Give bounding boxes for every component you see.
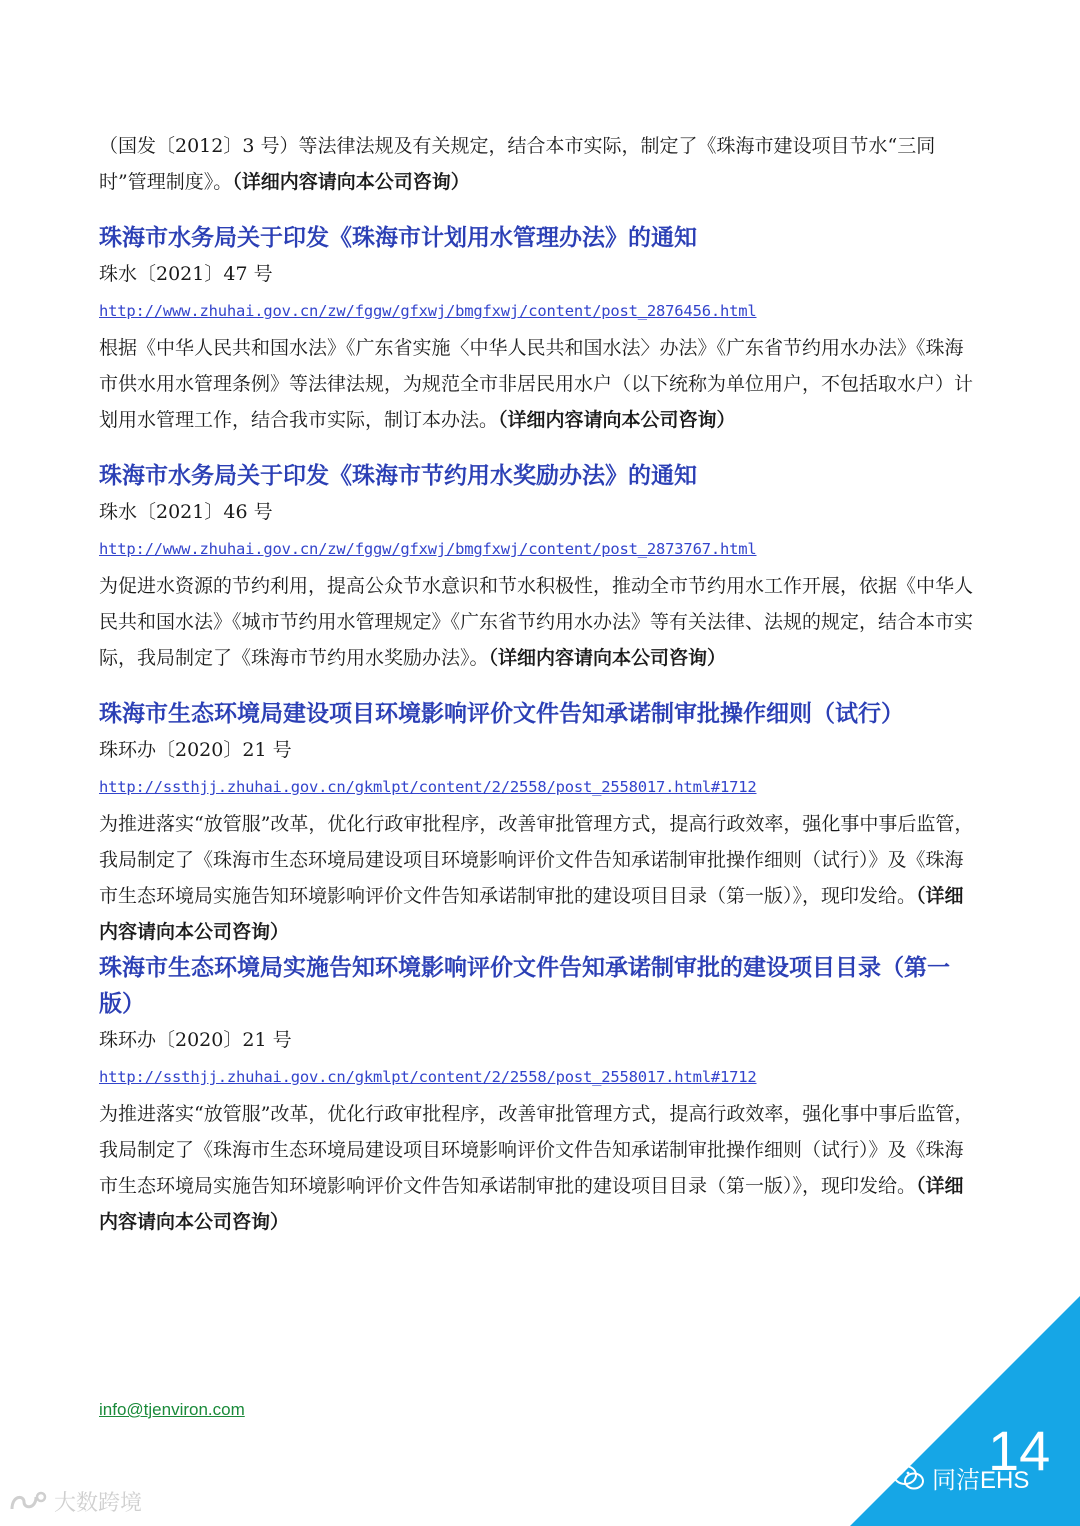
consult-note: （详细内容请向本公司咨询） <box>99 1175 964 1233</box>
page-number: 14 <box>988 1419 1051 1482</box>
page-content <box>99 128 979 1260</box>
source-link[interactable]: http://www.zhuhai.gov.cn/zw/fggw/gfxwj/bmgfxwj/content/post_2873767.html <box>99 540 757 558</box>
section-title: 珠海市生态环境局建设项目环境影响评价文件告知承诺制审批操作细则（试行） <box>99 701 904 727</box>
section-title: 珠海市水务局关于印发《珠海市计划用水管理办法》的通知 <box>99 225 697 251</box>
document-number: 珠环办〔2020〕21 号 <box>99 739 292 761</box>
document-number: 珠水〔2021〕47 号 <box>99 263 273 285</box>
consult-note: （详细内容请向本公司咨询） <box>488 647 727 669</box>
section-1 <box>99 220 979 438</box>
body-text: 为推进落实“放管服”改革，优化行政审批程序，改善审批管理方式，提高行政效率，强化事中事后监管，我局制定了《珠海市生态环境局建设项目环境影响评价文件告知承诺制审批操作细则（试行）》及《珠海市生态环境局实施告知环境影响评价文件告知承诺制审批的建设项目目录（第一版）》，现印发给。 <box>99 813 974 907</box>
consult-note: （详细内容请向本公司咨询） <box>99 885 964 943</box>
intro-paragraph <box>99 128 979 200</box>
watermark-left-text: 大数跨境 <box>54 1490 143 1515</box>
section-2 <box>99 458 979 676</box>
body-text: 为推进落实“放管服”改革，优化行政审批程序，改善审批管理方式，提高行政效率，强化事中事后监管，我局制定了《珠海市生态环境局建设项目环境影响评价文件告知承诺制审批操作细则（试行）》及《珠海市生态环境局实施告知环境影响评价文件告知承诺制审批的建设项目目录（第一版）》，现印发给。 <box>99 1103 974 1197</box>
document-number: 珠环办〔2020〕21 号 <box>99 1029 292 1051</box>
watermark-right <box>892 1460 1029 1495</box>
section-body <box>99 568 979 676</box>
section-title: 珠海市生态环境局实施告知环境影响评价文件告知承诺制审批的建设项目目录（第一版） <box>99 955 950 1017</box>
intro-consult-note: （详细内容请向本公司咨询） <box>232 171 470 193</box>
watermark-left <box>8 1486 142 1517</box>
watermark-right-text: 同洁EHS <box>932 1467 1030 1494</box>
wechat-icon <box>892 1464 926 1492</box>
source-link[interactable]: http://ssthjj.zhuhai.gov.cn/gkmlpt/content/2/2558/post_2558017.html#1712 <box>99 1068 757 1086</box>
section-body <box>99 330 979 438</box>
section-body <box>99 1096 979 1240</box>
section-body <box>99 806 979 950</box>
brand-logo-icon <box>8 1489 48 1515</box>
body-text: 为促进水资源的节约利用，提高公众节水意识和节水积极性，推动全市节约用水工作开展，依据《中华人民共和国水法》《城市节约用水管理规定》《广东省节约用水办法》等有关法律、法规的规定，结合本市实际，我局制定了《珠海市节约用水奖励办法》。 <box>99 575 974 669</box>
source-link[interactable]: http://www.zhuhai.gov.cn/zw/fggw/gfxwj/bmgfxwj/content/post_2876456.html <box>99 302 757 320</box>
section-3 <box>99 696 979 950</box>
section-4 <box>99 950 979 1240</box>
source-link[interactable]: http://ssthjj.zhuhai.gov.cn/gkmlpt/content/2/2558/post_2558017.html#1712 <box>99 778 757 796</box>
document-number: 珠水〔2021〕46 号 <box>99 501 273 523</box>
section-title: 珠海市水务局关于印发《珠海市节约用水奖励办法》的通知 <box>99 463 697 489</box>
body-text: 根据《中华人民共和国水法》《广东省实施〈中华人民共和国水法〉办法》《广东省节约用水办法》《珠海市供水用水管理条例》等法律法规，为规范全市非居民用水户（以下统称为单位用户，不包括取水户）计划用水管理工作，结合我市实际，制订本办法。 <box>99 337 974 431</box>
intro-text: （国发〔2012〕3 号）等法律法规及有关规定，结合本市实际，制定了《珠海市建设项目节水“三同时”管理制度》。 <box>99 135 936 193</box>
contact-email-link[interactable]: info@tjenviron.com <box>99 1400 245 1419</box>
consult-note: （详细内容请向本公司咨询） <box>498 409 736 431</box>
